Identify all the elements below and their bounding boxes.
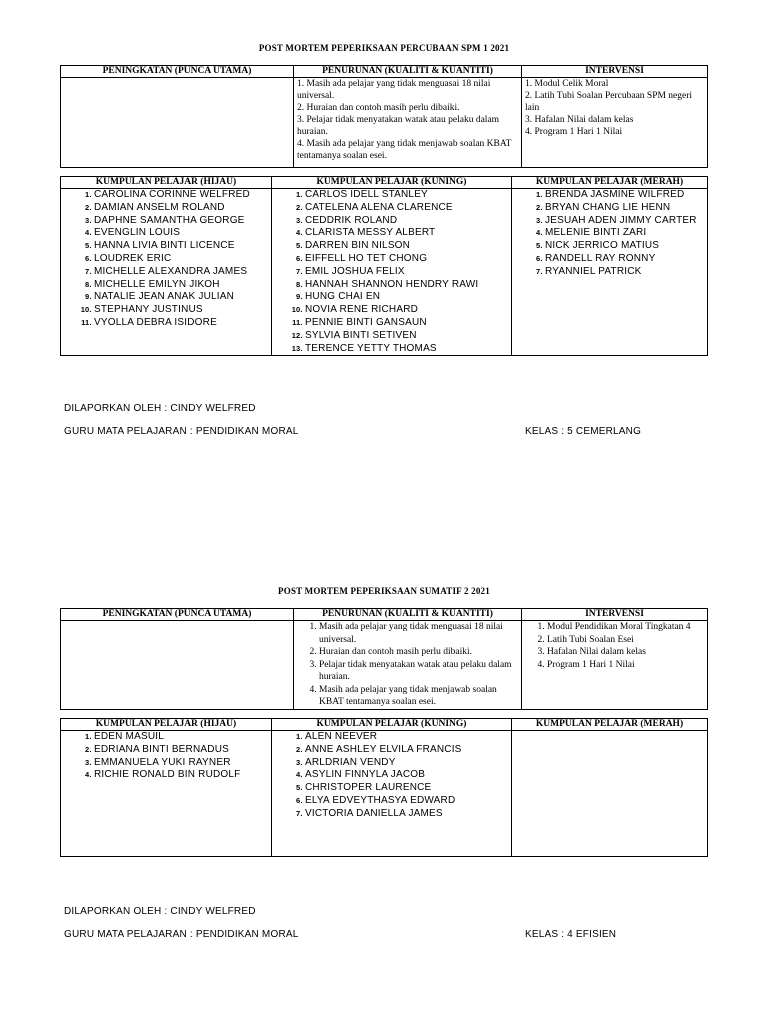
list-item: 11. PENNIE BINTI GANSAUN [305,317,508,330]
group-merah-header: KUMPULAN PELAJAR (MERAH) [512,177,708,189]
list-item: 2. DAMIAN ANSELM ROLAND [94,202,268,215]
list-item: 3. Hafalan Nilai dalam kelas [547,646,704,659]
section1-title: POST MORTEM PEPERIKSAAN PERCUBAAN SPM 1 2021 [258,43,510,53]
penurunan-cell [294,78,522,168]
list-item: 7. VICTORIA DANIELLA JAMES [305,808,508,821]
list-item: 4. EVENGLIN LOUIS [94,227,268,240]
peningkatan-cell [61,621,294,710]
list-item: 8. HANNAH SHANNON HENDRY RAWI [305,279,508,292]
group-kuning-header: KUMPULAN PELAJAR (KUNING) [272,177,512,189]
list-item: 4. MELENIE BINTI ZARI [545,227,704,240]
peningkatan-header: PENINGKATAN (PUNCA UTAMA) [61,609,294,621]
list-item: 2. ANNE ASHLEY ELVILA FRANCIS [305,744,508,757]
section1-analysis-table [60,65,708,168]
list-item: 10. NOVIA RENE RICHARD [305,304,508,317]
group-hijau-header: KUMPULAN PELAJAR (HIJAU) [61,719,272,731]
list-item: 4. Program 1 Hari 1 Nilai [525,127,623,137]
section2-analysis-table [60,608,708,710]
list-item: 3. EMMANUELA YUKI RAYNER [94,757,268,770]
list-item: 1. BRENDA JASMINE WILFRED [545,189,704,202]
list-item: 2. Latih Tubi Soalan Esei [547,634,704,647]
list-item: 3. ARLDRIAN VENDY [305,757,508,770]
intervensi-cell [522,621,708,710]
penurunan-cell [294,621,522,710]
list-item: 10. STEPHANY JUSTINUS [94,304,268,317]
list-item: 1. EDEN MASUIL [94,731,268,744]
section2-kelas: KELAS : 4 EFISIEN [525,929,617,940]
section2-student-groups-table [60,718,708,857]
list-item: 4. Masih ada pelajar yang tidak menjawab soalan KBAT tentamanya soalan esei. [319,684,518,709]
list-item: 6. ELYA EDVEYTHASYA EDWARD [305,795,508,808]
list-item: 1. CAROLINA CORINNE WELFRED [94,189,268,202]
list-item: 2. Huraian dan contoh masih perlu dibaiki. [319,646,518,659]
section1-reported-by: DILAPORKAN OLEH : CINDY WELFRED [64,403,256,414]
section2-reported-by: DILAPORKAN OLEH : CINDY WELFRED [64,906,256,917]
group-kuning-list [272,731,512,857]
section2-teacher: GURU MATA PELAJARAN : PENDIDIKAN MORAL [64,929,299,940]
group-merah-list [512,189,708,356]
list-item: 5. CHRISTOPER LAURENCE [305,782,508,795]
list-item: 2. Huraian dan contoh masih perlu dibaiki. [297,103,460,113]
list-item: 3. JESUAH ADEN JIMMY CARTER [545,215,704,228]
list-item: 3. Pelajar tidak menyatakan watak atau pelaku dalam huraian. [319,659,518,684]
list-item: 1. CARLOS IDELL STANLEY [305,189,508,202]
list-item: 4. RICHIE RONALD BIN RUDOLF [94,769,268,782]
section1-kelas: KELAS : 5 CEMERLANG [525,426,642,437]
list-item: 1. Modul Celik Moral [525,79,609,89]
list-item: 1. Masih ada pelajar yang tidak menguasai 18 nilai universal. [319,621,518,646]
list-item: 6. LOUDREK ERIC [94,253,268,266]
intervensi-cell [522,78,708,168]
section1-student-groups-table [60,176,708,356]
group-hijau-list [61,189,272,356]
list-item: 7. EMIL JOSHUA FELIX [305,266,508,279]
group-hijau-header: KUMPULAN PELAJAR (HIJAU) [61,177,272,189]
list-item: 2. EDRIANA BINTI BERNADUS [94,744,268,757]
group-merah-header: KUMPULAN PELAJAR (MERAH) [512,719,708,731]
section1-teacher: GURU MATA PELAJARAN : PENDIDIKAN MORAL [64,426,299,437]
peningkatan-cell [61,78,294,168]
list-item: 13. TERENCE YETTY THOMAS [305,343,508,356]
intervensi-header: INTERVENSI [522,609,708,621]
group-hijau-list [61,731,272,857]
list-item: 4. ASYLIN FINNYLA JACOB [305,769,508,782]
list-item: 4. Program 1 Hari 1 Nilai [547,659,704,672]
penurunan-header: PENURUNAN (KUALITI & KUANTITI) [294,66,522,78]
list-item: 4. CLARISTA MESSY ALBERT [305,227,508,240]
list-item: 1. Masih ada pelajar yang tidak menguasai 18 nilai universal. [297,79,491,101]
list-item: 9. NATALIE JEAN ANAK JULIAN [94,291,268,304]
list-item: 1. ALEN NEEVER [305,731,508,744]
list-item: 2. Latih Tubi Soalan Percubaan SPM negeri lain [525,91,693,113]
group-merah-list [512,731,708,857]
list-item: 2. BRYAN CHANG LIE HENN [545,202,704,215]
peningkatan-header: PENINGKATAN (PUNCA UTAMA) [61,66,294,78]
list-item: 11. VYOLLA DEBRA ISIDORE [94,317,268,330]
list-item: 12. SYLVIA BINTI SETIVEN [305,330,508,343]
list-item: 7. MICHELLE ALEXANDRA JAMES [94,266,268,279]
list-item: 3. DAPHNE SAMANTHA GEORGE [94,215,268,228]
intervensi-header: INTERVENSI [522,66,708,78]
list-item: 5. DARREN BIN NILSON [305,240,508,253]
list-item: 6. RANDELL RAY RONNY [545,253,704,266]
section2-title: POST MORTEM PEPERIKSAAN SUMATIF 2 2021 [278,586,490,596]
list-item: 8. MICHELLE EMILYN JIKOH [94,279,268,292]
list-item: 9. HUNG CHAI EN [305,291,508,304]
list-item: 7. RYANNIEL PATRICK [545,266,704,279]
list-item: 1. Modul Pendidikan Moral Tingkatan 4 [547,621,704,634]
list-item: 3. Pelajar tidak menyatakan watak atau pelaku dalam huraian. [297,115,500,137]
list-item: 5. NICK JERRICO MATIUS [545,240,704,253]
list-item: 3. Hafalan Nilai dalam kelas [525,115,634,125]
penurunan-header: PENURUNAN (KUALITI & KUANTITI) [294,609,522,621]
group-kuning-list [272,189,512,356]
list-item: 2. CATELENA ALENA CLARENCE [305,202,508,215]
list-item: 4. Masih ada pelajar yang tidak menjawab soalan KBAT tentamanya soalan esei. [297,139,512,161]
list-item: 6. EIFFELL HO TET CHONG [305,253,508,266]
list-item: 3. CEDDRIK ROLAND [305,215,508,228]
group-kuning-header: KUMPULAN PELAJAR (KUNING) [272,719,512,731]
list-item: 5. HANNA LIVIA BINTI LICENCE [94,240,268,253]
